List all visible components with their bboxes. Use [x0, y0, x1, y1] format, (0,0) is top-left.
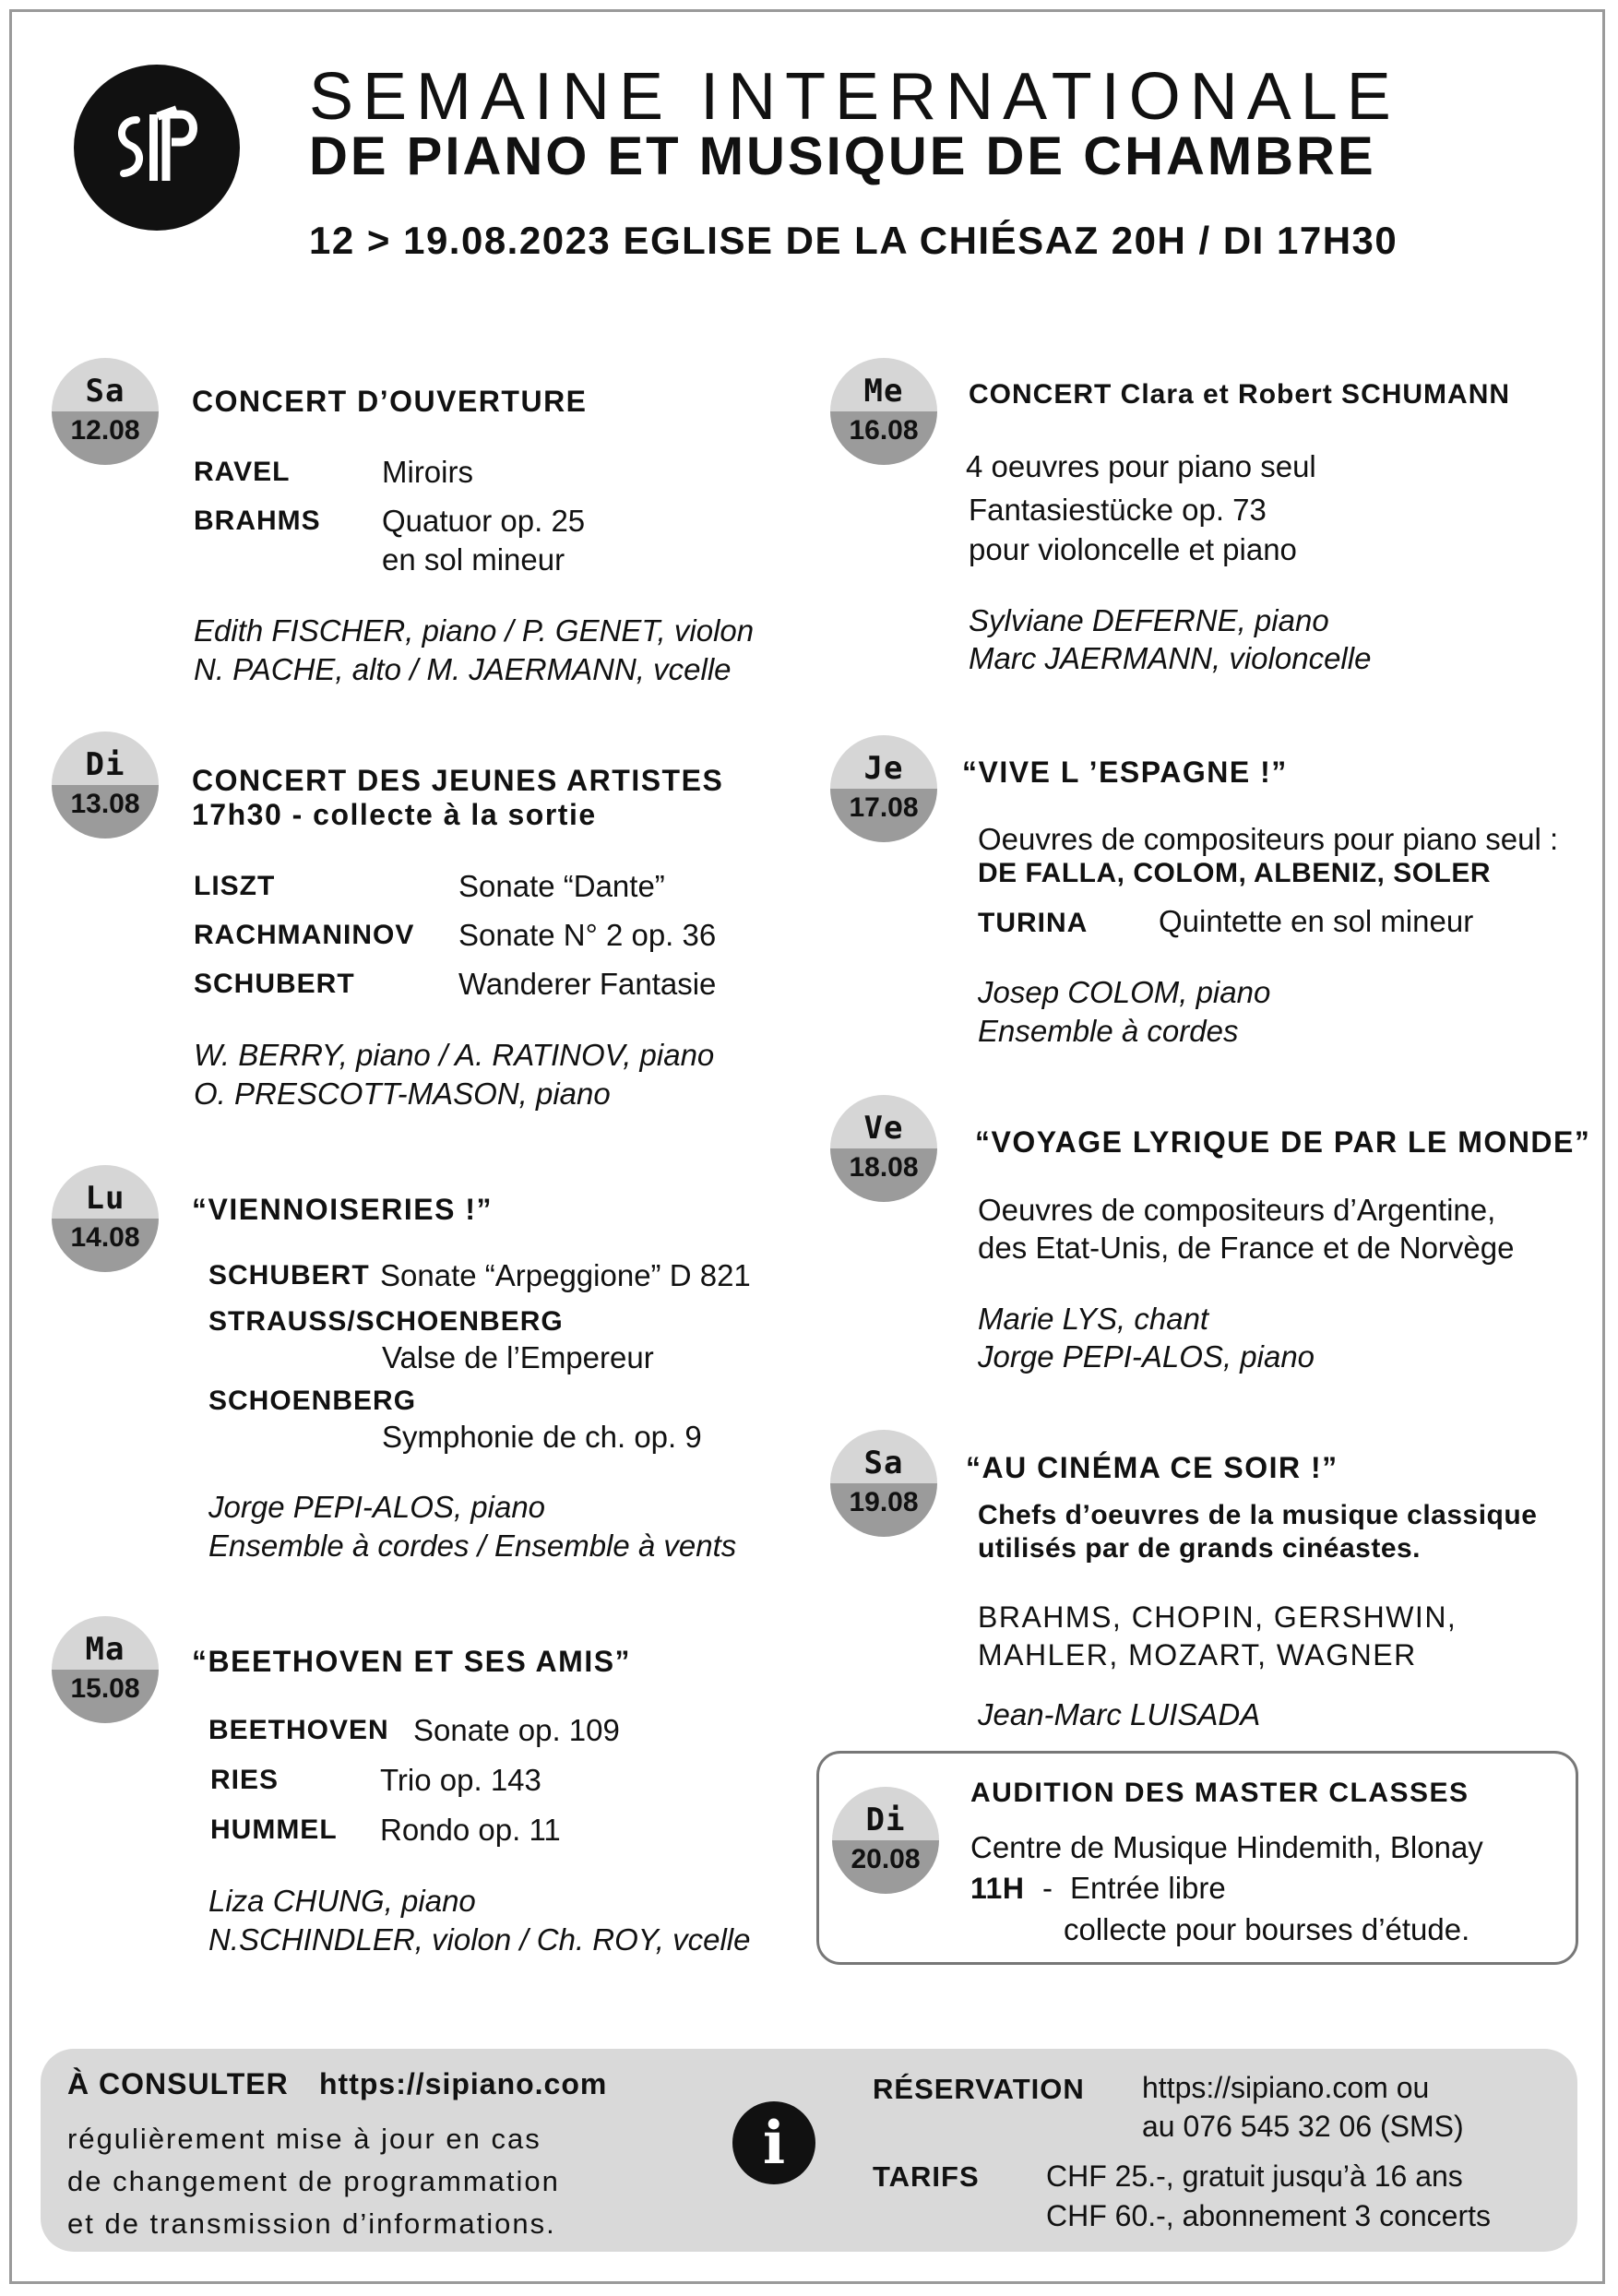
- badge-date: 13.08: [52, 785, 159, 839]
- dates-venue: 12 > 19.08.2023 EGLISE DE LA CHIÉSAZ 20H / DI 17H30: [309, 219, 1398, 262]
- date-badge: [832, 1787, 939, 1894]
- composer: RAVEL: [194, 457, 291, 487]
- performers: Jorge PEPI-ALOS, piano: [208, 1490, 546, 1524]
- composer: LISZT: [194, 871, 276, 901]
- consult-label: À CONSULTER: [67, 2067, 289, 2100]
- badge-day: Je: [830, 735, 937, 789]
- performers: Liza CHUNG, piano: [208, 1884, 476, 1918]
- badge-date: 17.08: [830, 789, 937, 842]
- badge-date: 12.08: [52, 411, 159, 465]
- concert-title: CONCERT DES JEUNES ARTISTES: [192, 764, 724, 797]
- date-badge: [830, 735, 937, 842]
- badge-date: 15.08: [52, 1670, 159, 1723]
- composer: BEETHOVEN: [208, 1715, 389, 1745]
- date-badge: [830, 1430, 937, 1537]
- work: Miroirs: [382, 455, 473, 489]
- badge-date: 20.08: [832, 1840, 939, 1894]
- badge-date: 18.08: [830, 1148, 937, 1202]
- consult-text: et de transmission d’informations.: [67, 2207, 556, 2240]
- separator: -: [1042, 1871, 1053, 1905]
- info-icon: i: [732, 2101, 815, 2184]
- performers: Marc JAERMANN, violoncelle: [969, 641, 1372, 675]
- badge-day: Lu: [52, 1165, 159, 1219]
- reservation-link[interactable]: https://sipiano.com ou: [1142, 2071, 1430, 2104]
- performers: Edith FISCHER, piano / P. GENET, violon: [194, 613, 755, 648]
- title-line-1: SEMAINE INTERNATIONALE: [309, 60, 1400, 134]
- badge-day: Sa: [830, 1430, 937, 1483]
- badge-day: Di: [52, 732, 159, 785]
- badge-day: Di: [832, 1787, 939, 1840]
- composer: TURINA: [978, 908, 1089, 938]
- date-badge: [52, 732, 159, 839]
- entry: Entrée libre: [1070, 1871, 1226, 1905]
- work: Symphonie de ch. op. 9: [382, 1420, 702, 1454]
- performers: N.SCHINDLER, violon / Ch. ROY, vcelle: [208, 1922, 751, 1957]
- composer: SCHUBERT: [208, 1260, 370, 1291]
- performers: Josep COLOM, piano: [978, 975, 1271, 1009]
- badge-date: 19.08: [830, 1483, 937, 1537]
- work: Quintette en sol mineur: [1159, 904, 1474, 938]
- concert-title: AUDITION DES MASTER CLASSES: [970, 1778, 1469, 1808]
- work: Quatuor op. 25: [382, 504, 586, 538]
- tarifs-line: CHF 60.-, abonnement 3 concerts: [1046, 2199, 1492, 2232]
- badge-date: 14.08: [52, 1219, 159, 1272]
- concert-title: “VIENNOISERIES !”: [192, 1193, 493, 1226]
- performers: Marie LYS, chant: [978, 1302, 1209, 1336]
- concert-subtitle: 17h30 - collecte à la sortie: [192, 798, 597, 831]
- performers: O. PRESCOTT-MASON, piano: [194, 1077, 611, 1111]
- composer: BRAHMS: [194, 506, 321, 536]
- composers-line: DE FALLA, COLOM, ALBENIZ, SOLER: [978, 858, 1492, 888]
- program-line: Oeuvres de compositeurs pour piano seul :: [978, 822, 1559, 856]
- composer: SCHOENBERG: [208, 1386, 417, 1416]
- date-badge: [52, 1616, 159, 1723]
- performers: W. BERRY, piano / A. RATINOV, piano: [194, 1038, 715, 1072]
- program-line: 4 oeuvres pour piano seul: [966, 449, 1316, 483]
- consult-text: régulièrement mise à jour en cas: [67, 2123, 541, 2155]
- performers: Jorge PEPI-ALOS, piano: [978, 1339, 1315, 1374]
- performers: Ensemble à cordes: [978, 1014, 1239, 1048]
- composers-line: BRAHMS, CHOPIN, GERSHWIN,: [978, 1600, 1457, 1634]
- work: Trio op. 143: [380, 1763, 541, 1797]
- composer: SCHUBERT: [194, 969, 355, 999]
- program-line: pour violoncelle et piano: [969, 532, 1297, 566]
- composers-line: MAHLER, MOZART, WAGNER: [978, 1638, 1417, 1671]
- composer: RIES: [210, 1765, 280, 1795]
- sip-logo-icon: [74, 65, 240, 231]
- reservation-label: RÉSERVATION: [873, 2073, 1085, 2105]
- work: Rondo op. 11: [380, 1813, 561, 1847]
- program-line: Fantasiestücke op. 73: [969, 493, 1267, 527]
- work: Wanderer Fantasie: [458, 967, 717, 1001]
- concert-title: “VIVE L ’ESPAGNE !”: [962, 755, 1288, 789]
- note: collecte pour bourses d’étude.: [1064, 1912, 1470, 1946]
- tarifs-line: CHF 25.-, gratuit jusqu’à 16 ans: [1046, 2159, 1463, 2193]
- composer: STRAUSS/SCHOENBERG: [208, 1306, 564, 1337]
- date-badge: [52, 358, 159, 465]
- title-line-2: DE PIANO ET MUSIQUE DE CHAMBRE: [309, 126, 1376, 186]
- date-badge: [830, 1095, 937, 1202]
- date-badge: [830, 358, 937, 465]
- consult-link[interactable]: https://sipiano.com: [319, 2067, 608, 2100]
- description-line: Chefs d’oeuvres de la musique classique: [978, 1500, 1538, 1530]
- work: Sonate N° 2 op. 36: [458, 918, 717, 952]
- work: Valse de l’Empereur: [382, 1340, 654, 1374]
- description-line: utilisés par de grands cinéastes.: [978, 1533, 1422, 1564]
- time: 11H: [970, 1872, 1025, 1905]
- work: Sonate “Arpeggione” D 821: [380, 1258, 751, 1292]
- date-badge: [52, 1165, 159, 1272]
- performers: N. PACHE, alto / M. JAERMANN, vcelle: [194, 652, 732, 686]
- performers: Ensemble à cordes / Ensemble à vents: [208, 1529, 737, 1563]
- work: Sonate op. 109: [413, 1713, 620, 1747]
- concert-title: “BEETHOVEN ET SES AMIS”: [192, 1645, 632, 1678]
- badge-date: 16.08: [830, 411, 937, 465]
- work: Sonate “Dante”: [458, 869, 665, 903]
- badge-day: Ma: [52, 1616, 159, 1670]
- badge-day: Sa: [52, 358, 159, 411]
- venue: Centre de Musique Hindemith, Blonay: [970, 1830, 1483, 1864]
- badge-day: Me: [830, 358, 937, 411]
- concert-title: CONCERT D’OUVERTURE: [192, 385, 588, 418]
- reservation-phone: au 076 545 32 06 (SMS): [1142, 2110, 1464, 2143]
- badge-day: Ve: [830, 1095, 937, 1148]
- program-line: des Etat-Unis, de France et de Norvège: [978, 1231, 1515, 1265]
- concert-title: “VOYAGE LYRIQUE DE PAR LE MONDE”: [975, 1125, 1591, 1159]
- composer: RACHMANINOV: [194, 920, 415, 950]
- concert-title: CONCERT Clara et Robert SCHUMANN: [969, 379, 1511, 410]
- concert-title: “AU CINÉMA CE SOIR !”: [966, 1451, 1338, 1484]
- program-line: Oeuvres de compositeurs d’Argentine,: [978, 1193, 1496, 1227]
- composer: HUMMEL: [210, 1814, 338, 1845]
- work: en sol mineur: [382, 542, 565, 577]
- consult-text: de changement de programmation: [67, 2165, 560, 2197]
- performers: Jean-Marc LUISADA: [978, 1697, 1261, 1731]
- tarifs-label: TARIFS: [873, 2160, 980, 2193]
- performers: Sylviane DEFERNE, piano: [969, 603, 1329, 637]
